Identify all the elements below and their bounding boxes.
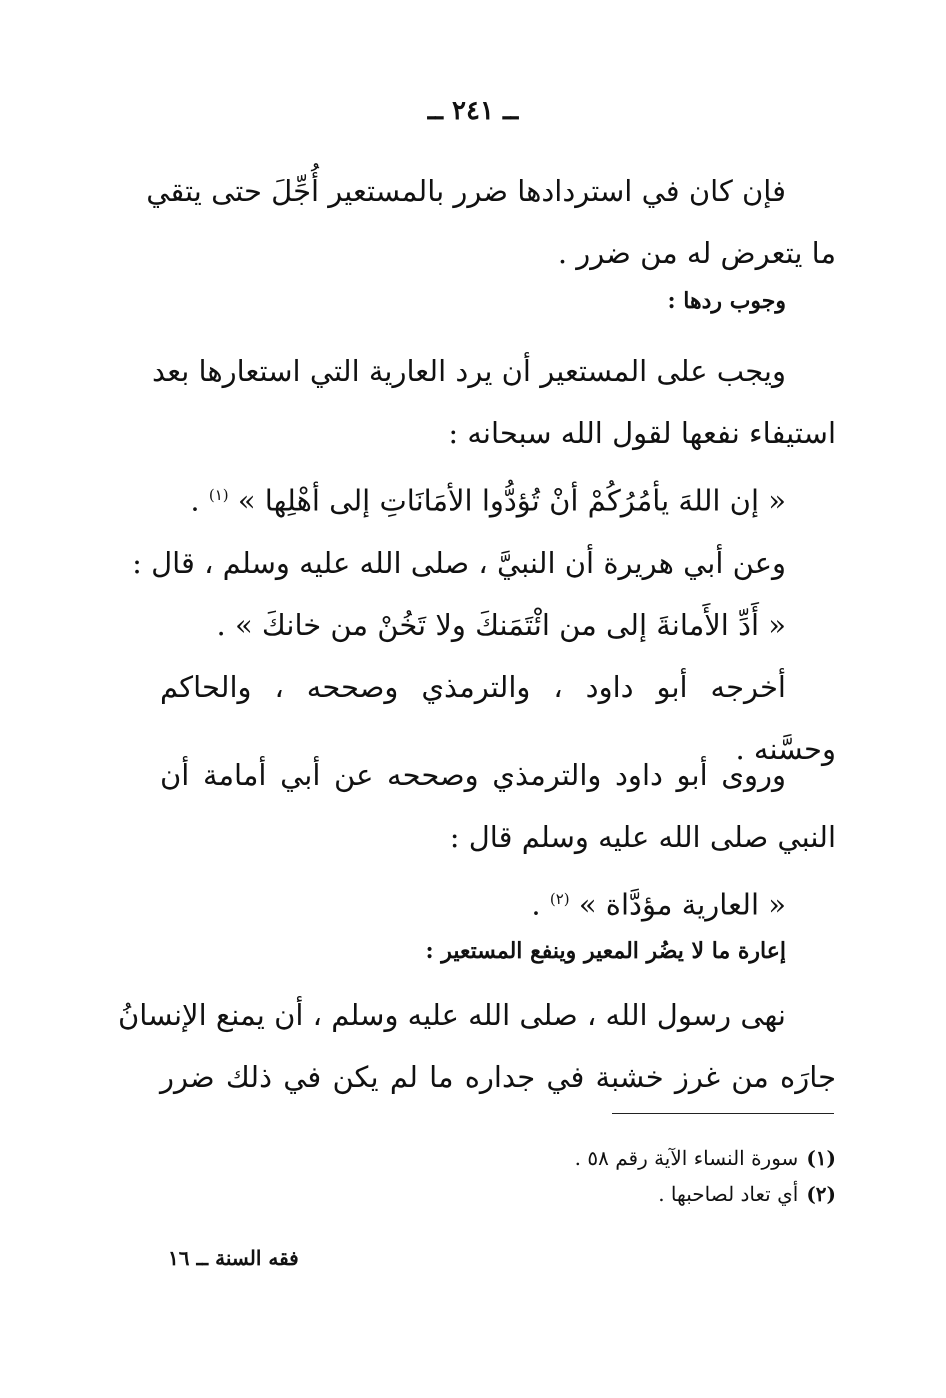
hadith-text: « أَدِّ الأَمانةَ إلى من ائْتَمَنكَ ولا تَخُنْ من خانكَ » . [216,607,786,642]
page-number: ــ ٢٤١ ــ [427,96,519,126]
second-hadith-quote-end: . [531,887,541,922]
intro-line-1: فإن كان في استردادها ضرر بالمستعير أُجِّلَ حتى يتقي [146,174,786,208]
footnote-1 [575,1140,836,1176]
neighbor-line-1: نهى رسول الله ، صلى الله عليه وسلم ، أن يمنع الإنسانُ [117,998,786,1032]
section-heading-return-obligation: وجوب ردها : [667,288,786,314]
second-hadith-line-1: وروى أبو داود والترمذي وصححه عن أبي أمامة أن [160,758,786,792]
neighbor-line-2: جارَه من غرز خشبة في جداره ما لم يكن في ذلك ضرر [160,1060,836,1094]
intro-paragraph [146,160,836,284]
footnote-1-text: سورة النساء الآية رقم ٥٨ . [574,1146,799,1170]
footnote-divider [612,1113,834,1114]
quran-verse-text: « إن اللهَ يأمُرُكُمْ أنْ تُؤدُّوا الأمَانَاتِ إلى أهْلِها » [237,483,786,518]
quran-verse [160,464,836,532]
second-hadith-quote [160,868,836,936]
footnote-ref-1: (١) [208,486,229,504]
footnote-2-text: أي تعاد لصاحبها . [658,1182,799,1206]
footnote-ref-2: (٢) [549,890,570,908]
obligation-line-1: ويجب على المستعير أن يرد العارية التي استعارها بعد [152,354,786,388]
section-heading-lending: إعارة ما لا يضُر المعير وينفع المستعير : [425,938,786,964]
second-hadith-paragraph [160,744,836,936]
hadith-source-line-1: أخرجه أبو داود ، والترمذي وصححه ، والحاكم [160,669,786,704]
obligation-paragraph [132,340,836,780]
intro-line-2: ما يتعرض له من ضرر . [557,236,836,270]
hadith-intro: وعن أبي هريرة أن النبيَّ ، صلى الله عليه وسلم ، قال : [132,545,786,580]
quran-verse-end: . [190,483,200,518]
footnotes [575,1140,836,1212]
hadith-source-line-2: وحسَّنه . [735,731,836,766]
footnote-2 [575,1176,836,1212]
neighbor-paragraph [117,984,836,1108]
second-hadith-line-2: النبي صلى الله عليه وسلم قال : [449,820,836,854]
book-signature: فقه السنة ــ ١٦ [168,1246,299,1270]
second-hadith-quote-text: « العارية مؤدَّاة » [578,887,786,922]
obligation-line-2: استيفاء نفعها لقول الله سبحانه : [448,416,836,450]
footnote-1-number: (١) [806,1146,836,1170]
footnote-2-number: (٢) [806,1182,836,1206]
